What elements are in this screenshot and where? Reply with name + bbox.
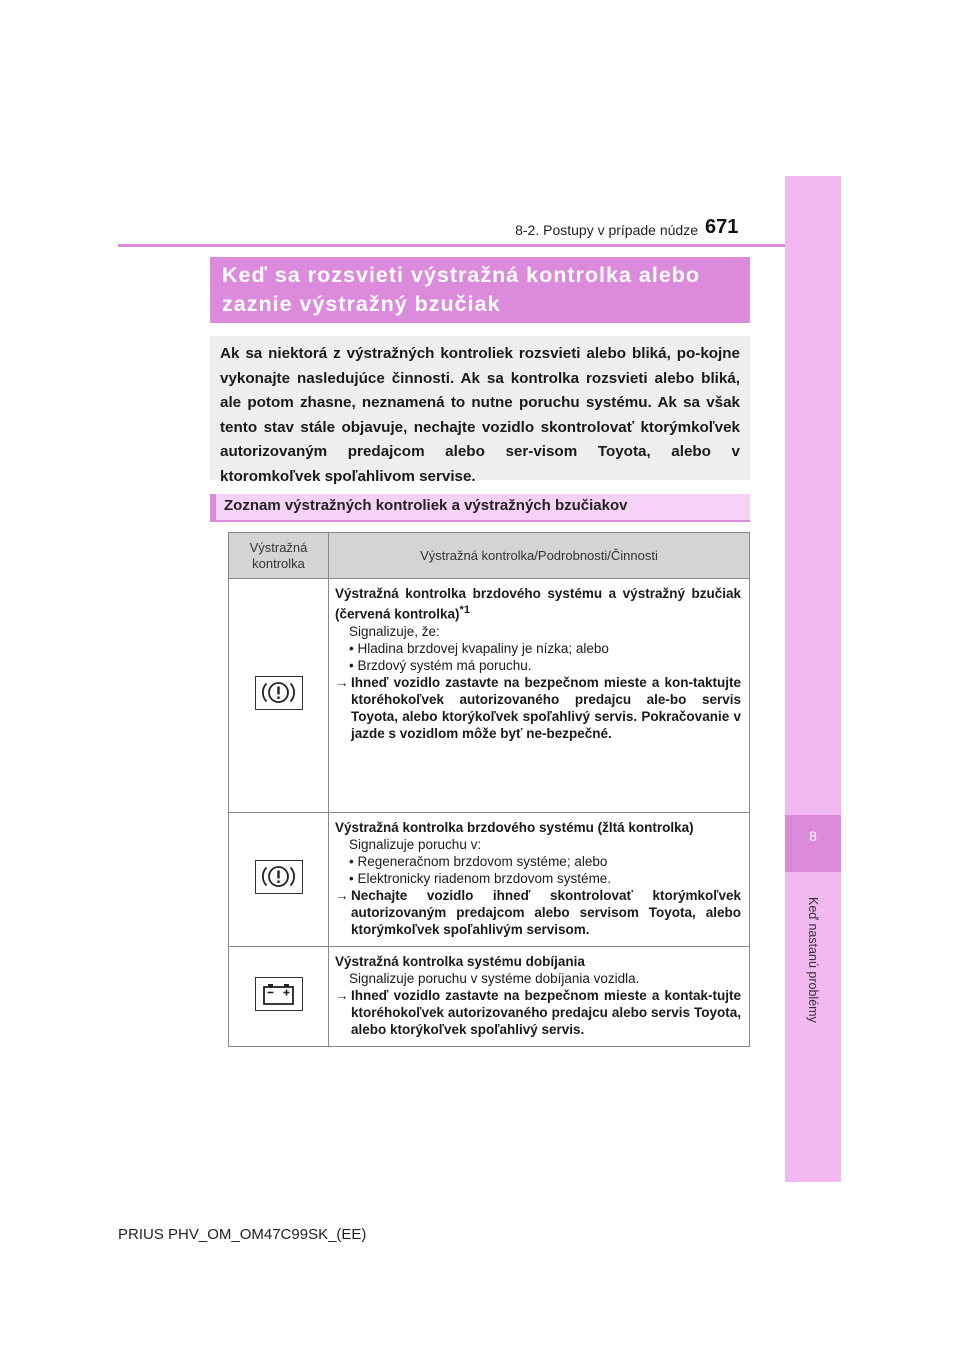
action-item: [335, 887, 741, 938]
icon-cell: [229, 579, 329, 813]
action-item: [335, 674, 741, 742]
page-title: [222, 261, 738, 319]
document-code: PRIUS PHV_OM_OM47C99SK_(EE): [118, 1226, 367, 1243]
arrow-icon: →: [335, 988, 349, 1003]
intro-text: Ak sa niektorá z výstražných kontroliek rozsvieti alebo bliká, po-kojne vykonajte nasledujúce činnosti. Ak sa kontrolka rozsvieti alebo bliká, ale potom zhasne, neznamená to nutne poruchu systému. Ak sa však tento stav stále objavuje, nechajte vozidlo skontrolovať ktorýmkoľvek autorizovaným predajcom alebo ser-visom Toyota, alebo v ktoromkoľvek spoľahlivom servise.: [220, 345, 740, 485]
bullet-item: • Elektronicky riadenom brzdovom systéme.: [349, 871, 612, 886]
title-line-2: zaznie výstražný bzučiak: [222, 292, 501, 316]
title-line-1: Keď sa rozsvieti výstražná kontrolka alebo: [222, 263, 701, 287]
light-intro: Signalizuje, že:: [349, 623, 440, 639]
col-header-light: Výstražná kontrolka: [229, 533, 329, 579]
section-reference: 8-2. Postupy v prípade núdze: [515, 222, 698, 238]
subheading: [210, 494, 750, 522]
bullet-item: • Regeneračnom brzdovom systéme; alebo: [349, 854, 608, 869]
light-intro: Signalizuje poruchu v systéme dobíjania vozidla.: [349, 971, 640, 986]
action-text: Nechajte vozidlo ihneď skontrolovať ktorýmkoľvek autorizovaným predajcom alebo servisom Toyota, alebo ktorýmkoľvek spoľahlivým servisom.: [351, 888, 741, 937]
light-intro: Signalizuje poruchu v:: [349, 837, 482, 852]
title-band: [210, 257, 750, 323]
page-number: 671: [705, 216, 739, 238]
table-row: [229, 579, 750, 813]
light-title: Výstražná kontrolka brzdového systému (žltá kontrolka): [335, 820, 694, 835]
col-header-details: Výstražná kontrolka/Podrobnosti/Činnosti: [329, 533, 750, 579]
light-title: Výstražná kontrolka systému dobíjania: [335, 954, 585, 969]
chapter-label: [800, 885, 826, 1035]
icon-cell: [229, 947, 329, 1047]
battery-charging-icon: [255, 977, 303, 1011]
brake-warning-exclamation-icon: [255, 676, 303, 710]
header-rule: [118, 244, 785, 247]
action-item: [335, 987, 741, 1038]
bullet-item: • Hladina brzdovej kvapaliny je nízka; alebo: [349, 640, 609, 656]
table-row: [229, 947, 750, 1047]
description-cell: [329, 813, 750, 947]
description-cell: [329, 579, 750, 813]
arrow-icon: →: [335, 674, 349, 690]
footnote-mark: *1: [459, 604, 470, 616]
action-text: Ihneď vozidlo zastavte na bezpečnom mieste a kontak-tujte ktoréhokoľvek autorizovaného predajcu alebo servis Toyota, alebo ktorýkoľvek spoľahlivý servis.: [351, 988, 741, 1037]
arrow-icon: →: [335, 888, 349, 903]
warning-light-table: [228, 532, 750, 1047]
chapter-number: 8: [809, 828, 817, 844]
subheading-text: Zoznam výstražných kontroliek a výstražných bzučiakov: [224, 497, 628, 514]
intro-box: [210, 336, 750, 485]
light-title: Výstražná kontrolka brzdového systému a výstražný bzučiak (červená kontrolka)$^{*1}$: [335, 586, 741, 622]
brake-system-warning-icon: [255, 860, 303, 894]
bullet-item: • Brzdový systém má poruchu.: [349, 657, 532, 673]
chapter-label-text: Keď nastanú problémy: [806, 897, 820, 1023]
table-row: [229, 813, 750, 947]
table-header-row: [229, 533, 750, 579]
description-cell: [329, 947, 750, 1047]
action-text: Ihneď vozidlo zastavte na bezpečnom mieste a kon-taktujte ktoréhokoľvek autorizovaného predajcu ale-bo servis Toyota, alebo ktorýkoľvek spoľahlivý servis. Pokračovanie v jazde s vozidlom môže byť ne-bezpečné.: [351, 674, 741, 741]
icon-cell: [229, 813, 329, 947]
